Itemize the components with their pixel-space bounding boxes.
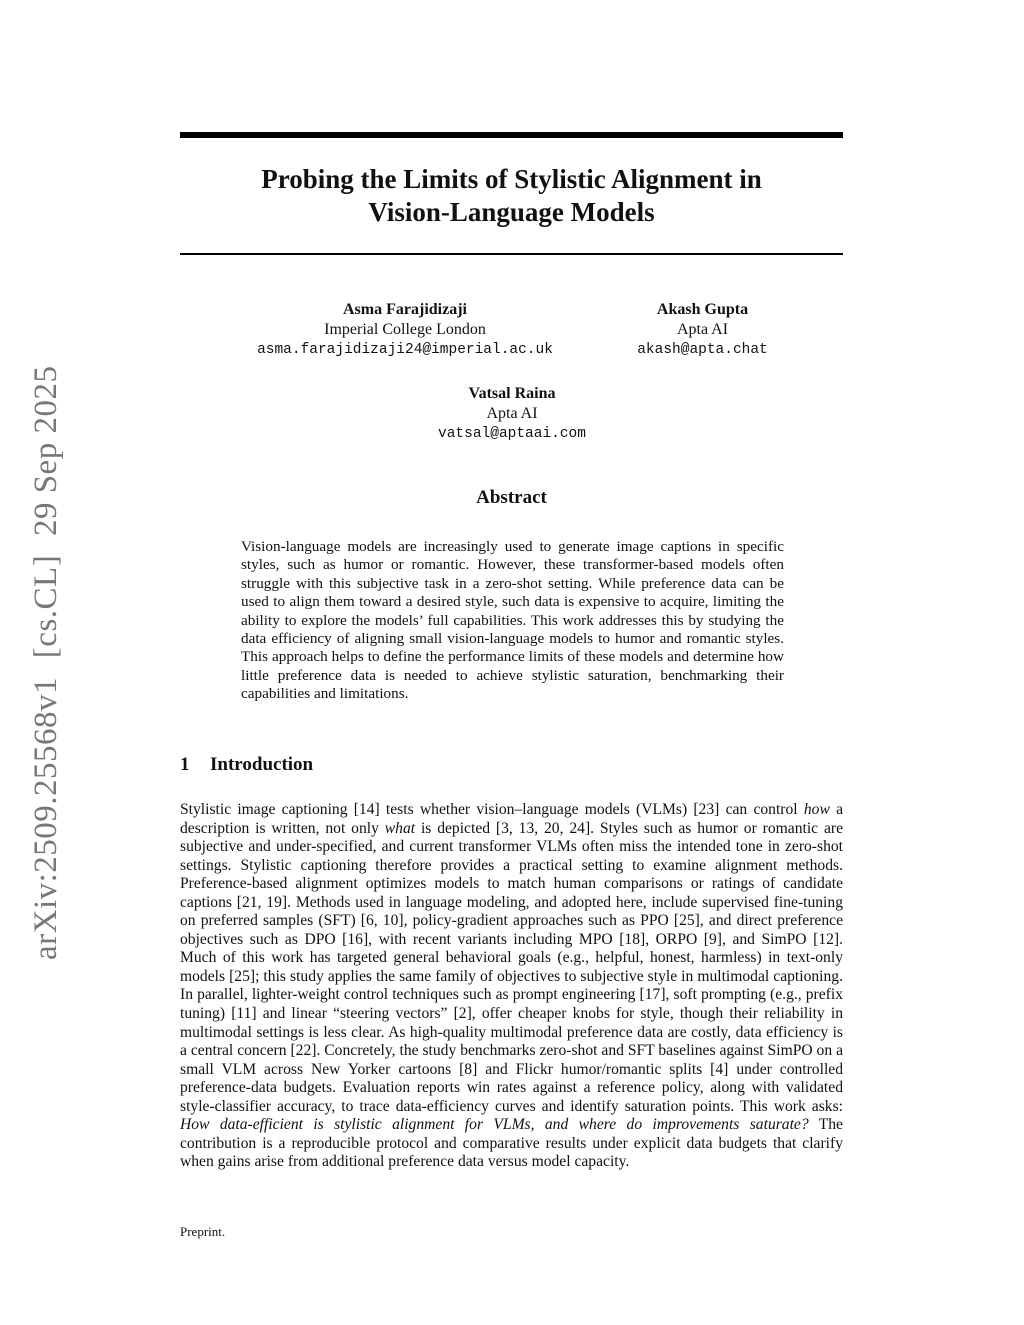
section-heading-introduction [180,754,313,776]
author-affiliation: Apta AI [486,405,538,422]
paper-title [180,163,843,229]
author-affiliation: Apta AI [676,321,729,338]
arxiv-identifier-stamp [26,365,66,965]
intro-text-2: a description is written, not only [180,801,843,837]
intro-text-4: The contribution is a reproducible protocol and comparative results under explicit data budgets that clarify when gains arise from additional preference data versus model capacity. [180,1116,843,1171]
introduction-paragraph [180,801,843,1172]
arxiv-category: [cs.CL] [28,554,64,659]
author-name: Asma Farajidizaji [343,301,467,318]
title-line-2: Vision-Language Models [368,197,655,227]
section-number: 1 [180,754,190,775]
arxiv-id: arXiv:2509.25568v1 [28,676,64,960]
title-bottom-rule [180,253,843,255]
author-block-2 [620,300,785,360]
title-line-1: Probing the Limits of Stylistic Alignment in [261,164,762,194]
title-top-rule [180,132,843,138]
intro-text-3: is depicted [3, 13, 20, 24]. Styles such as humor or romantic are subjective and under-specified, and current transformer VLMs often miss the intended tone in zero-shot settings. Stylistic captioning therefore provides a practical setting to examine alignment methods. Preference-based alignment optimizes models to match human comparisons or ratings of candidate captions [21, 19]. Methods used in language modeling, and adopted here, include supervised fine-tuning on preferred samples (SFT) [6, 10], policy-gradient approaches such as PPO [25], and direct preference objectives such as DPO [16], with recent variants including MPO [18], ORPO [9], and SimPO [12]. Much of this work has targeted general behavioral goals (e.g., helpful, honest, harmless) in text-only models [25]; this study applies the same family of objectives to subjective style in multimodal captioning. In parallel, lighter-weight control techniques such as prompt engineering [17], soft prompting (e.g., prefix tuning) [11] and linear “steering vectors” [2], offer cheaper knobs for style, though their reliability in multimodal settings is less clear. As high-quality multimodal preference data are costly, data efficiency is a central concern [22]. Concretely, the study benchmarks zero-shot and SFT baselines against SimPO on a small VLM across New Yorker cartoons [8] and Flickr humor/romantic splits [4] under controlled preference-data budgets. Evaluation reports win rates against a reference policy, along with validated style-classifier accuracy, to trace data-efficiency curves and identify saturation points. This work asks: [180,819,843,1115]
author-affiliation: Imperial College London [324,321,486,338]
intro-research-question: How data-efficient is stylistic alignment for VLMs, and where do improvements saturate? [180,1116,809,1134]
author-email[interactable]: vatsal@aptaai.com [438,426,586,442]
author-name: Vatsal Raina [468,385,556,402]
author-name: Akash Gupta [656,301,749,318]
intro-emphasis-what: what [384,819,416,837]
abstract-body: Vision-language models are increasingly used to generate image captions in specific styles, such as humor or romantic. However, these transformer-based models often struggle with this subjective task in a zero-shot setting. While preference data can be used to align them toward a desired style, such data is expensive to acquire, limiting the ability to explore the models’ full capabilities. This work addresses this by studying the data efficiency of aligning small vision-language models to humor and romantic styles. This approach helps to define the performance limits of these models and determine how little preference data is needed to achieve stylistic saturation, benchmarking their capabilities and limitations. [241,538,784,703]
intro-text-1: Stylistic image captioning [14] tests whether vision–language models (VLMs) [23] can control [180,801,804,818]
arxiv-date: 29 Sep 2025 [28,365,64,537]
author-block-1 [240,300,570,360]
author-block-3 [400,384,624,444]
abstract-heading: Abstract [476,487,547,508]
author-email[interactable]: akash@apta.chat [637,342,768,358]
author-email[interactable]: asma.farajidizaji24@imperial.ac.uk [257,342,553,358]
intro-emphasis-how: how [803,801,830,818]
section-title: Introduction [210,754,314,775]
preprint-label: Preprint. [180,1224,226,1239]
